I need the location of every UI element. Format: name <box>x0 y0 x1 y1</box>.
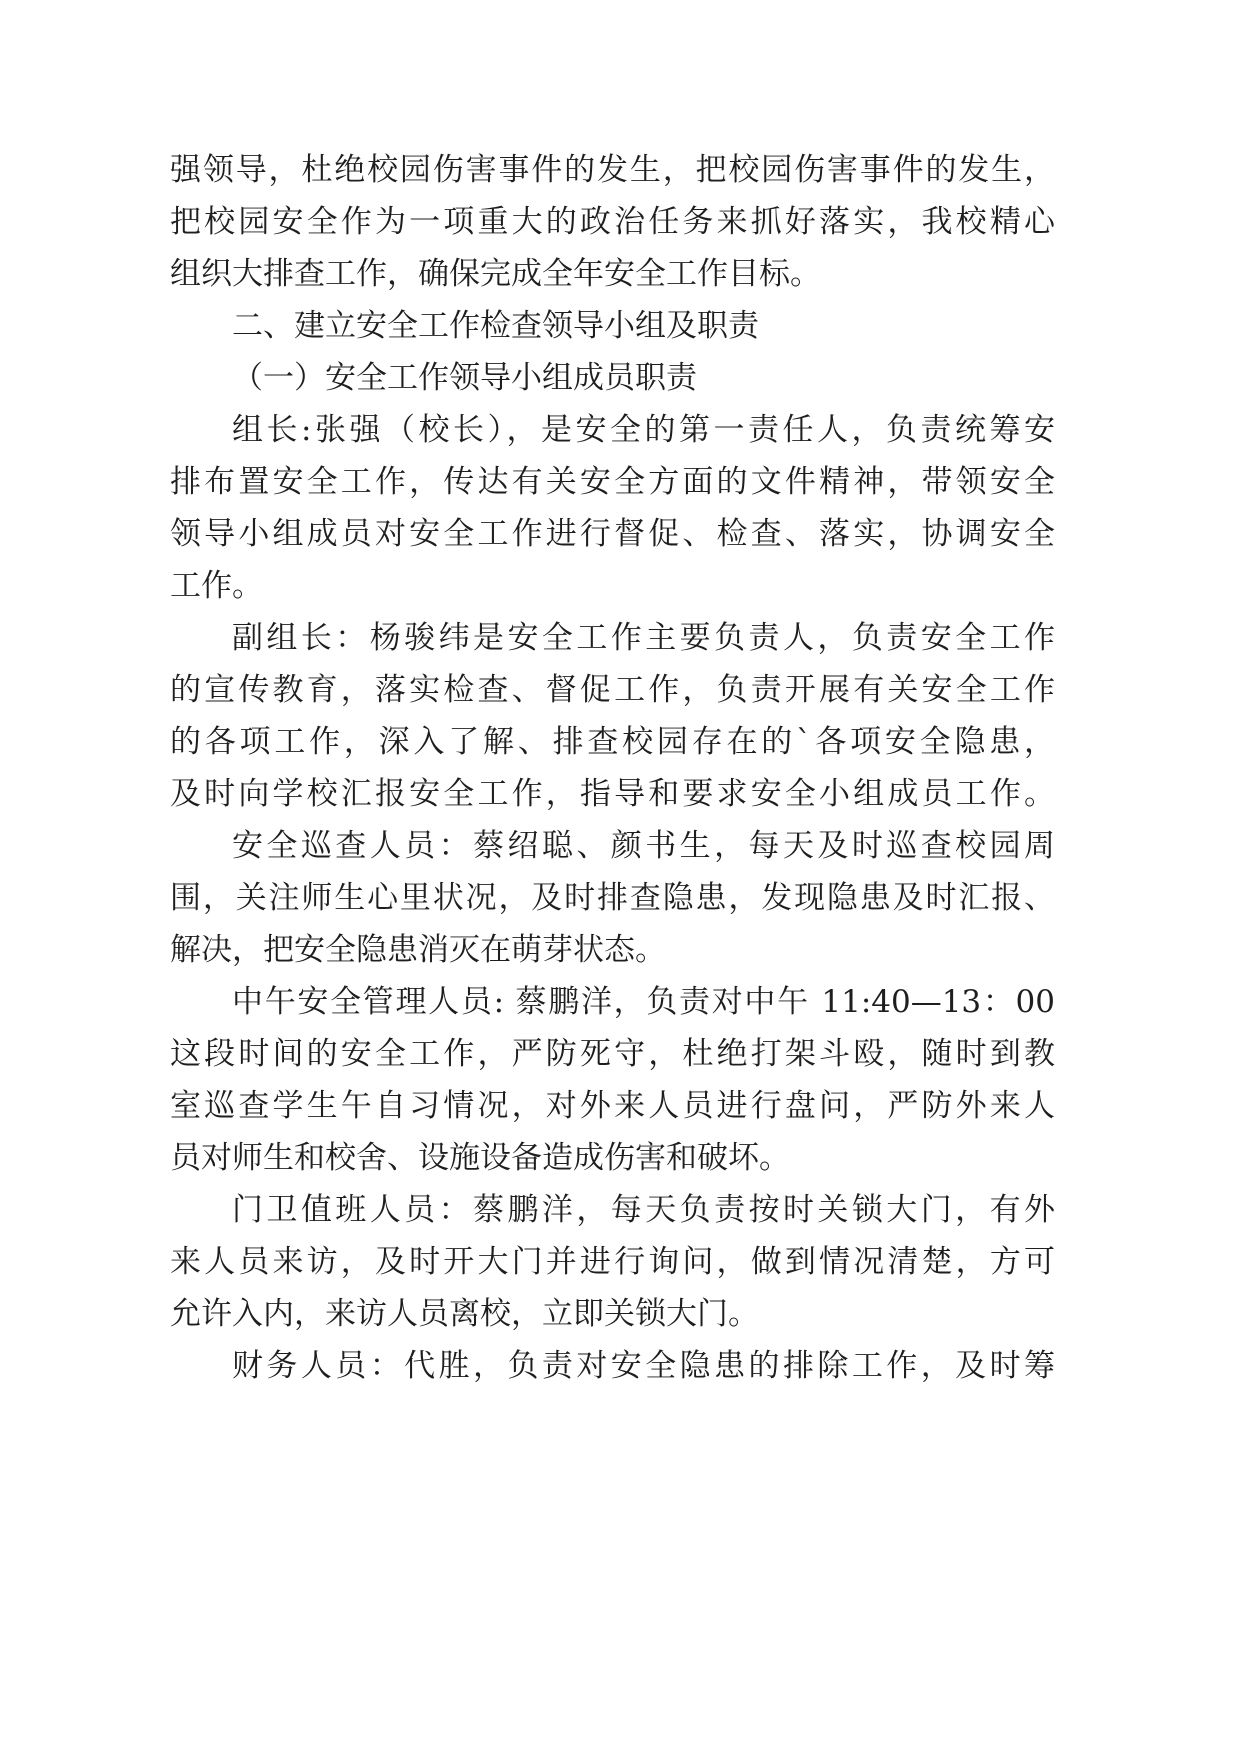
text-line: 强领导，杜绝校园伤害事件的发生，把校园伤害事件的发生， <box>170 152 1055 188</box>
text-line: 允许入内，来访人员离校，立即关锁大门。 <box>170 1296 759 1332</box>
role-paragraph-deputy-leader <box>170 612 1055 820</box>
text-line: 的各项工作，深入了解、排查校园存在的`各项安全隐患， <box>170 724 1055 760</box>
text-line: 工作。 <box>170 568 263 604</box>
section-heading: 二、建立安全工作检查领导小组及职责 <box>232 308 759 344</box>
text-line: 副组长：杨骏纬是安全工作主要负责人，负责安全工作 <box>232 620 1055 656</box>
role-paragraph-leader <box>170 404 1055 612</box>
role-paragraph-gate-duty <box>170 1184 1055 1340</box>
text-line: 解决，把安全隐患消灭在萌芽状态。 <box>170 932 666 968</box>
text-line: 员对师生和校舍、设施设备造成伤害和破坏。 <box>170 1140 790 1176</box>
role-paragraph-finance <box>170 1340 1055 1392</box>
text-line: 财务人员：代胜，负责对安全隐患的排除工作，及时筹 <box>232 1348 1055 1384</box>
text-line: 这段时间的安全工作，严防死守，杜绝打架斗殴，随时到教 <box>170 1036 1055 1072</box>
text-line: 中午安全管理人员: 蔡鹏洋，负责对中午 11:40—13：00 <box>232 984 1055 1020</box>
text-line: 组织大排查工作，确保完成全年安全工作目标。 <box>170 256 821 292</box>
role-paragraph-noon-manager <box>170 976 1055 1184</box>
text-line: 室巡查学生午自习情况，对外来人员进行盘问，严防外来人 <box>170 1088 1055 1124</box>
text-line: 来人员来访，及时开大门并进行询问，做到情况清楚，方可 <box>170 1244 1055 1280</box>
text-line: 安全巡查人员：蔡绍聪、颜书生，每天及时巡查校园周 <box>232 828 1055 864</box>
text-line: 组长:张强（校长），是安全的第一责任人，负责统筹安 <box>232 412 1055 448</box>
text-line: 把校园安全作为一项重大的政治任务来抓好落实，我校精心 <box>170 204 1055 240</box>
document-body <box>170 144 1055 1392</box>
text-line: 领导小组成员对安全工作进行督促、检查、落实，协调安全 <box>170 516 1055 552</box>
text-line: 的宣传教育，落实检查、督促工作，负责开展有关安全工作 <box>170 672 1055 708</box>
text-line: 围，关注师生心里状况，及时排查隐患，发现隐患及时汇报、 <box>170 880 1055 916</box>
text-line: 门卫值班人员：蔡鹏洋，每天负责按时关锁大门，有外 <box>232 1192 1055 1228</box>
role-paragraph-patrol <box>170 820 1055 976</box>
text-line: 排布置安全工作，传达有关安全方面的文件精神，带领安全 <box>170 464 1055 500</box>
text-line: 及时向学校汇报安全工作，指导和要求安全小组成员工作。 <box>170 776 1055 812</box>
continuation-paragraph <box>170 144 1055 300</box>
subsection-heading: （一）安全工作领导小组成员职责 <box>232 360 697 396</box>
